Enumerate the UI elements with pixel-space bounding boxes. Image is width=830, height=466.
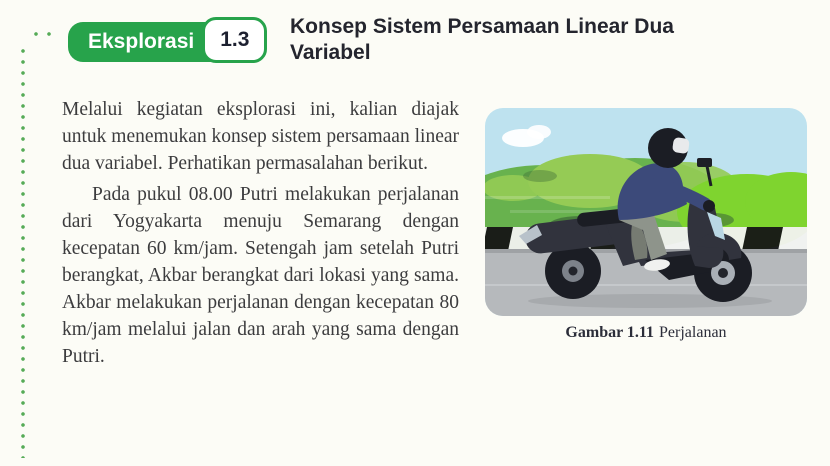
dotted-border-horizontal bbox=[33, 31, 59, 37]
scooter-illustration bbox=[485, 108, 807, 316]
paragraph-problem: Pada pukul 08.00 Putri melakukan perjalanan dari Yogyakarta menuju Semarang dengan kecepatan 60 km/jam. Setengah jam setelah Putri berangkat, Akbar berangkat dari lokasi yang sama. Akbar melakukan perjalanan dengan kecepatan 80 km/jam melalui jalan dan arah yang sama dengan Putri. bbox=[62, 184, 459, 367]
paragraph-intro: Melalui kegiatan eksplorasi ini, kalian diajak untuk menemukan konsep sistem persamaan linear dua variabel. Perhatikan permasalahan berikut. bbox=[62, 99, 459, 174]
dotted-border-vertical bbox=[20, 48, 26, 458]
figure-caption-label: Gambar 1.11 bbox=[565, 324, 655, 341]
figure bbox=[485, 108, 807, 343]
exploration-badge bbox=[68, 17, 267, 63]
exploration-badge-number: 1.3 bbox=[202, 17, 267, 63]
helmet-visor bbox=[672, 137, 690, 154]
body-content bbox=[62, 96, 807, 370]
page-title: Konsep Sistem Persamaan Linear Dua Variabel bbox=[290, 15, 674, 64]
figure-caption-text: Perjalanan bbox=[659, 324, 727, 341]
figure-caption bbox=[485, 323, 807, 343]
exploration-badge-label: Eksplorasi bbox=[68, 22, 234, 62]
scooter-illustration-svg bbox=[485, 108, 807, 316]
